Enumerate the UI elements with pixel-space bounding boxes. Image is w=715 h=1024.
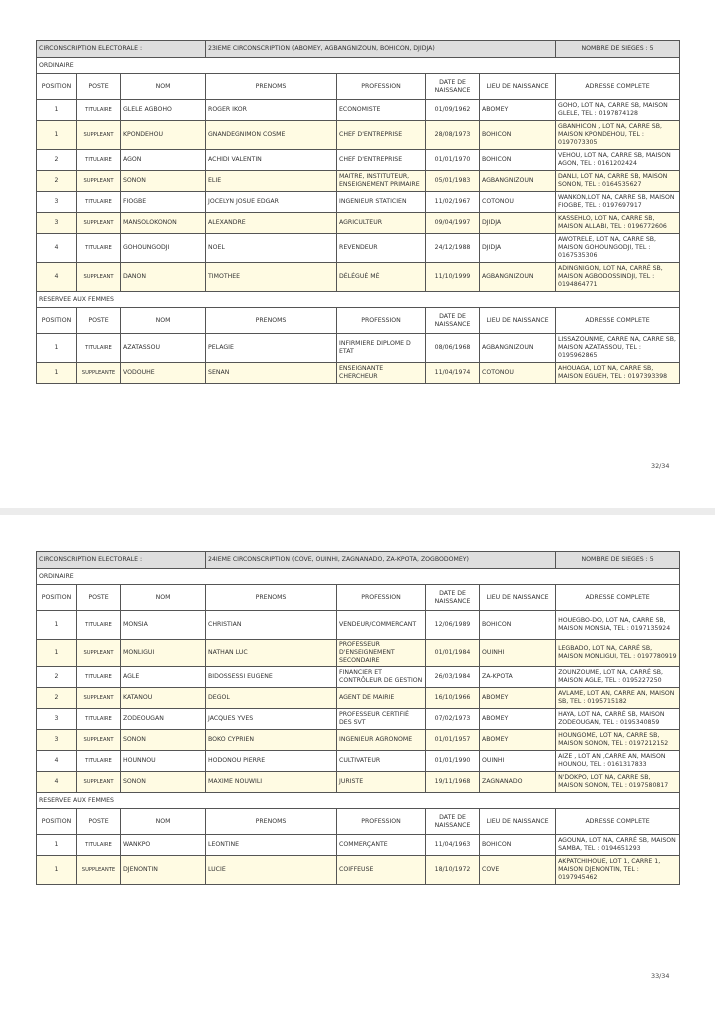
prenoms-cell: HODONOU PIERRE [206,751,337,772]
column-header: POSITION [37,308,77,334]
femmes-section-label [37,292,680,308]
column-header: NOM [121,585,206,611]
candidate-row [37,171,680,192]
nom-cell: SONON [121,730,206,751]
seats-count: NOMBRE DE SIEGES : 5 [556,41,680,58]
candidate-row [37,856,680,885]
date-naissance-cell: 05/01/1983 [426,171,480,192]
nom-cell: AGLE [121,667,206,688]
column-header: POSTE [77,74,121,100]
candidate-row [37,751,680,772]
circonscription-header [37,41,680,58]
column-header: PROFESSION [337,308,426,334]
nom-cell: KPONDEHOU [121,121,206,150]
column-header: NOM [121,308,206,334]
poste-cell: TITULAIRE [77,751,121,772]
section-title: ORDINAIRE [37,569,680,585]
circonscription-header [37,552,680,569]
date-naissance-cell: 11/04/1974 [426,363,480,384]
prenoms-cell: NATHAN LUC [206,640,337,667]
position-cell: 1 [37,121,77,150]
profession-cell: CHEF D'ENTREPRISE [337,150,426,171]
prenoms-cell: TIMOTHEE [206,263,337,292]
profession-cell: MAITRE, INSTITUTEUR, ENSEIGNEMENT PRIMAIRE [337,171,426,192]
circonscription-label: CIRCONSCRIPTION ELECTORALE : [37,41,206,58]
profession-cell: INGENIEUR AGRONOME [337,730,426,751]
column-header: PROFESSION [337,74,426,100]
adresse-cell: GOHO, LOT NA, CARRE SB, MAISON GLELE, TEL : 0197874128 [556,100,680,121]
adresse-cell: WANKON,LOT NA, CARRE SB, MAISON FIOGBE, TEL : 0197697917 [556,192,680,213]
adresse-cell: HOUNGOME, LOT NA, CARRE SB, MAISON SONON, TEL : 0197212152 [556,730,680,751]
poste-cell: TITULAIRE [77,192,121,213]
nom-cell: MONSIA [121,611,206,640]
prenoms-cell: DEGOL [206,688,337,709]
circonscription-name: 23IEME CIRCONSCRIPTION (ABOMEY, AGBANGNIZOUN, BOHICON, DJIDJA) [206,41,556,58]
candidate-row [37,192,680,213]
profession-cell: CHEF D'ENTREPRISE [337,121,426,150]
adresse-cell: ADINGNIGON, LOT NA, CARRÉ SB, MAISON AGBODOSSINDJI, TEL : 0194864771 [556,263,680,292]
circonscription-label: CIRCONSCRIPTION ELECTORALE : [37,552,206,569]
nom-cell: WANKPO [121,835,206,856]
candidate-row [37,640,680,667]
profession-cell: COMMERÇANTE [337,835,426,856]
date-naissance-cell: 26/03/1984 [426,667,480,688]
date-naissance-cell: 24/12/1988 [426,234,480,263]
column-header: PRENOMS [206,585,337,611]
adresse-cell: HAYA, LOT NA, CARRÉ SB, MAISON ZODEOUGAN, TEL : 0195340859 [556,709,680,730]
position-cell: 3 [37,213,77,234]
adresse-cell: ZOUNZOUME, LOT NA, CARRÉ SB, MAISON AGLE, TEL : 0195227250 [556,667,680,688]
column-header: PRENOMS [206,74,337,100]
column-header: NOM [121,74,206,100]
column-header: NOM [121,809,206,835]
column-header: LIEU DE NAISSANCE [480,74,556,100]
profession-cell: AGRICULTEUR [337,213,426,234]
column-header: PROFESSION [337,809,426,835]
prenoms-cell: NOEL [206,234,337,263]
nom-cell: SONON [121,772,206,793]
lieu-naissance-cell: COTONOU [480,192,556,213]
position-cell: 1 [37,640,77,667]
candidate-row [37,213,680,234]
position-cell: 3 [37,192,77,213]
candidate-row [37,263,680,292]
date-naissance-cell: 01/01/1970 [426,150,480,171]
candidate-row [37,667,680,688]
adresse-cell: AIZE , LOT AN ,CARRE AN, MAISON HOUNOU, TEL : 0161317833 [556,751,680,772]
candidate-row [37,772,680,793]
candidate-table [36,40,680,384]
column-header: POSTE [77,809,121,835]
position-cell: 1 [37,835,77,856]
candidate-row [37,611,680,640]
prenoms-cell: SENAN [206,363,337,384]
lieu-naissance-cell: ABOMEY [480,688,556,709]
circonscription-name: 24IEME CIRCONSCRIPTION (COVE, OUINHI, ZAGNANADO, ZA-KPOTA, ZOGBODOMEY) [206,552,556,569]
date-naissance-cell: 16/10/1966 [426,688,480,709]
candidate-row [37,334,680,363]
document-page-32 [0,0,715,508]
nom-cell: DANON [121,263,206,292]
prenoms-cell: BIDOSSESSI EUGENE [206,667,337,688]
adresse-cell: DANLI, LOT NA, CARRE SB, MAISON SONON, TEL : 0164535627 [556,171,680,192]
prenoms-cell: JACQUES YVES [206,709,337,730]
prenoms-cell: PELAGIE [206,334,337,363]
profession-cell: VENDEUR/COMMERCANT [337,611,426,640]
date-naissance-cell: 08/06/1968 [426,334,480,363]
candidate-row [37,688,680,709]
column-header: ADRESSE COMPLETE [556,74,680,100]
column-header-row [37,74,680,100]
prenoms-cell: LUCIE [206,856,337,885]
profession-cell: PROFESSEUR CERTIFIÉ DES SVT [337,709,426,730]
position-cell: 1 [37,334,77,363]
candidate-table [36,551,680,885]
nom-cell: VODOUHE [121,363,206,384]
profession-cell: REVENDEUR [337,234,426,263]
profession-cell: INGENIEUR STATICIEN [337,192,426,213]
poste-cell: SUPPLEANT [77,263,121,292]
candidate-row [37,709,680,730]
prenoms-cell: CHRISTIAN [206,611,337,640]
nom-cell: AZATASSOU [121,334,206,363]
column-header: DATE DE NAISSANCE [426,809,480,835]
column-header: POSITION [37,74,77,100]
candidate-row [37,363,680,384]
seats-count: NOMBRE DE SIEGES : 5 [556,552,680,569]
column-header: DATE DE NAISSANCE [426,308,480,334]
date-naissance-cell: 01/09/1962 [426,100,480,121]
lieu-naissance-cell: BOHICON [480,835,556,856]
poste-cell: SUPPLEANT [77,688,121,709]
candidate-row [37,730,680,751]
date-naissance-cell: 07/02/1973 [426,709,480,730]
lieu-naissance-cell: DJIDJA [480,213,556,234]
nom-cell: MANSOLOKONON [121,213,206,234]
column-header-row [37,308,680,334]
position-cell: 4 [37,751,77,772]
adresse-cell: AKPATCHIHOUE, LOT 1, CARRE 1, MAISON DJENONTIN, TEL : 0197945462 [556,856,680,885]
adresse-cell: AWOTRELE, LOT NA, CARRE SB, MAISON GOHOUNGODJI, TEL : 0167535306 [556,234,680,263]
column-header: ADRESSE COMPLETE [556,308,680,334]
lieu-naissance-cell: AGBANGNIZOUN [480,334,556,363]
position-cell: 1 [37,100,77,121]
poste-cell: SUPPLEANT [77,171,121,192]
section-title: ORDINAIRE [37,58,680,74]
position-cell: 1 [37,363,77,384]
profession-cell: CULTIVATEUR [337,751,426,772]
profession-cell: AGENT DE MAIRIE [337,688,426,709]
adresse-cell: KASSEHLO, LOT NA, CARRE SB, MAISON ALLABI, TEL : 0196772606 [556,213,680,234]
lieu-naissance-cell: COVE [480,856,556,885]
poste-cell: SUPPLEANTE [77,856,121,885]
position-cell: 3 [37,730,77,751]
poste-cell: TITULAIRE [77,835,121,856]
poste-cell: TITULAIRE [77,611,121,640]
nom-cell: MONLIGUI [121,640,206,667]
prenoms-cell: ELIE [206,171,337,192]
nom-cell: GLELE AGBOHO [121,100,206,121]
profession-cell: INFIRMIERE DIPLOME D ETAT [337,334,426,363]
date-naissance-cell: 19/11/1968 [426,772,480,793]
nom-cell: SONON [121,171,206,192]
prenoms-cell: GNANDEGNIMON COSME [206,121,337,150]
profession-cell: PROFESSEUR D'ENSEIGNEMENT SECONDAIRE [337,640,426,667]
lieu-naissance-cell: BOHICON [480,150,556,171]
profession-cell: ENSEIGNANTE CHERCHEUR [337,363,426,384]
candidate-row [37,835,680,856]
lieu-naissance-cell: BOHICON [480,611,556,640]
candidate-row [37,234,680,263]
candidate-row [37,150,680,171]
column-header-row [37,585,680,611]
lieu-naissance-cell: AGBANGNIZOUN [480,263,556,292]
section-title: RESERVEE AUX FEMMES [37,292,680,308]
lieu-naissance-cell: ABOMEY [480,709,556,730]
ordinaire-section-label [37,58,680,74]
nom-cell: HOUNNOU [121,751,206,772]
nom-cell: ZODEOUGAN [121,709,206,730]
poste-cell: SUPPLEANT [77,640,121,667]
adresse-cell: LISSAZOUNME, CARRE NA, CARRE SB, MAISON AZATASSOU, TEL : 0195962865 [556,334,680,363]
lieu-naissance-cell: DJIDJA [480,234,556,263]
femmes-section-label [37,793,680,809]
page-separator [0,508,715,515]
date-naissance-cell: 11/10/1999 [426,263,480,292]
column-header: PRENOMS [206,308,337,334]
nom-cell: DJENONTIN [121,856,206,885]
prenoms-cell: ALEXANDRE [206,213,337,234]
profession-cell: ECONOMISTE [337,100,426,121]
adresse-cell: LEGBADO, LOT NA, CARRÉ SB, MAISON MONLIGUI, TEL : 0197780919 [556,640,680,667]
date-naissance-cell: 01/01/1984 [426,640,480,667]
section-title: RESERVEE AUX FEMMES [37,793,680,809]
page-number: 32/34 [651,462,670,470]
adresse-cell: N'DOKPO, LOT NA, CARRE SB, MAISON SONON, TEL : 0197580817 [556,772,680,793]
date-naissance-cell: 01/01/1957 [426,730,480,751]
column-header: POSTE [77,308,121,334]
adresse-cell: AGOUNA, LOT NA, CARRÉ SB, MAISON SAMBA, TEL : 0194651293 [556,835,680,856]
adresse-cell: GBANHICON , LOT NA, CARRE SB, MAISON KPONDEHOU, TEL : 0197073305 [556,121,680,150]
position-cell: 4 [37,263,77,292]
prenoms-cell: ACHIDI VALENTIN [206,150,337,171]
lieu-naissance-cell: ZAGNANADO [480,772,556,793]
position-cell: 2 [37,688,77,709]
lieu-naissance-cell: OUINHI [480,751,556,772]
lieu-naissance-cell: ZA-KPOTA [480,667,556,688]
adresse-cell: AHOUAGA, LOT NA, CARRE SB, MAISON EGUEH, TEL : 0197393398 [556,363,680,384]
ordinaire-section-label [37,569,680,585]
column-header: DATE DE NAISSANCE [426,74,480,100]
adresse-cell: AVLAME, LOT AN, CARRE AN, MAISON SB, TEL : 0195715182 [556,688,680,709]
poste-cell: TITULAIRE [77,667,121,688]
poste-cell: TITULAIRE [77,100,121,121]
date-naissance-cell: 01/01/1990 [426,751,480,772]
date-naissance-cell: 09/04/1997 [426,213,480,234]
column-header: LIEU DE NAISSANCE [480,308,556,334]
position-cell: 3 [37,709,77,730]
document-page-33 [0,515,715,1024]
lieu-naissance-cell: BOHICON [480,121,556,150]
nom-cell: AGON [121,150,206,171]
prenoms-cell: BOKO CYPRIEN [206,730,337,751]
candidate-row [37,121,680,150]
profession-cell: FINANCIER ET CONTRÔLEUR DE GESTION [337,667,426,688]
lieu-naissance-cell: COTONOU [480,363,556,384]
prenoms-cell: MAXIME NOUWILI [206,772,337,793]
poste-cell: TITULAIRE [77,709,121,730]
nom-cell: KATANOU [121,688,206,709]
position-cell: 2 [37,667,77,688]
column-header: LIEU DE NAISSANCE [480,809,556,835]
page-number: 33/34 [651,972,670,980]
lieu-naissance-cell: OUINHI [480,640,556,667]
position-cell: 1 [37,611,77,640]
poste-cell: TITULAIRE [77,150,121,171]
profession-cell: DÉLÉGUÉ MÉ [337,263,426,292]
prenoms-cell: JOCELYN JOSUE EDGAR [206,192,337,213]
profession-cell: COIFFEUSE [337,856,426,885]
column-header: ADRESSE COMPLETE [556,585,680,611]
adresse-cell: HOUEGBO-DO, LOT NA, CARRE SB, MAISON MONSIA, TEL : 0197135924 [556,611,680,640]
date-naissance-cell: 18/10/1972 [426,856,480,885]
column-header: ADRESSE COMPLETE [556,809,680,835]
nom-cell: GOHOUNGODJI [121,234,206,263]
poste-cell: SUPPLEANT [77,730,121,751]
lieu-naissance-cell: ABOMEY [480,730,556,751]
poste-cell: TITULAIRE [77,234,121,263]
lieu-naissance-cell: ABOMEY [480,100,556,121]
date-naissance-cell: 28/08/1973 [426,121,480,150]
position-cell: 4 [37,234,77,263]
position-cell: 1 [37,856,77,885]
poste-cell: TITULAIRE [77,334,121,363]
poste-cell: SUPPLEANT [77,213,121,234]
date-naissance-cell: 11/04/1963 [426,835,480,856]
date-naissance-cell: 12/06/1989 [426,611,480,640]
column-header-row [37,809,680,835]
date-naissance-cell: 11/02/1967 [426,192,480,213]
column-header: PRENOMS [206,809,337,835]
position-cell: 2 [37,150,77,171]
nom-cell: FIOGBE [121,192,206,213]
poste-cell: SUPPLEANT [77,772,121,793]
profession-cell: JURISTE [337,772,426,793]
candidate-row [37,100,680,121]
position-cell: 2 [37,171,77,192]
poste-cell: SUPPLEANTE [77,363,121,384]
column-header: DATE DE NAISSANCE [426,585,480,611]
prenoms-cell: ROGER IKOR [206,100,337,121]
lieu-naissance-cell: AGBANGNIZOUN [480,171,556,192]
column-header: POSITION [37,585,77,611]
position-cell: 4 [37,772,77,793]
column-header: PROFESSION [337,585,426,611]
column-header: POSTE [77,585,121,611]
column-header: POSITION [37,809,77,835]
adresse-cell: VEHOU, LOT NA, CARRE SB, MAISON AGON, TEL : 0161202424 [556,150,680,171]
column-header: LIEU DE NAISSANCE [480,585,556,611]
prenoms-cell: LEONTINE [206,835,337,856]
poste-cell: SUPPLEANT [77,121,121,150]
